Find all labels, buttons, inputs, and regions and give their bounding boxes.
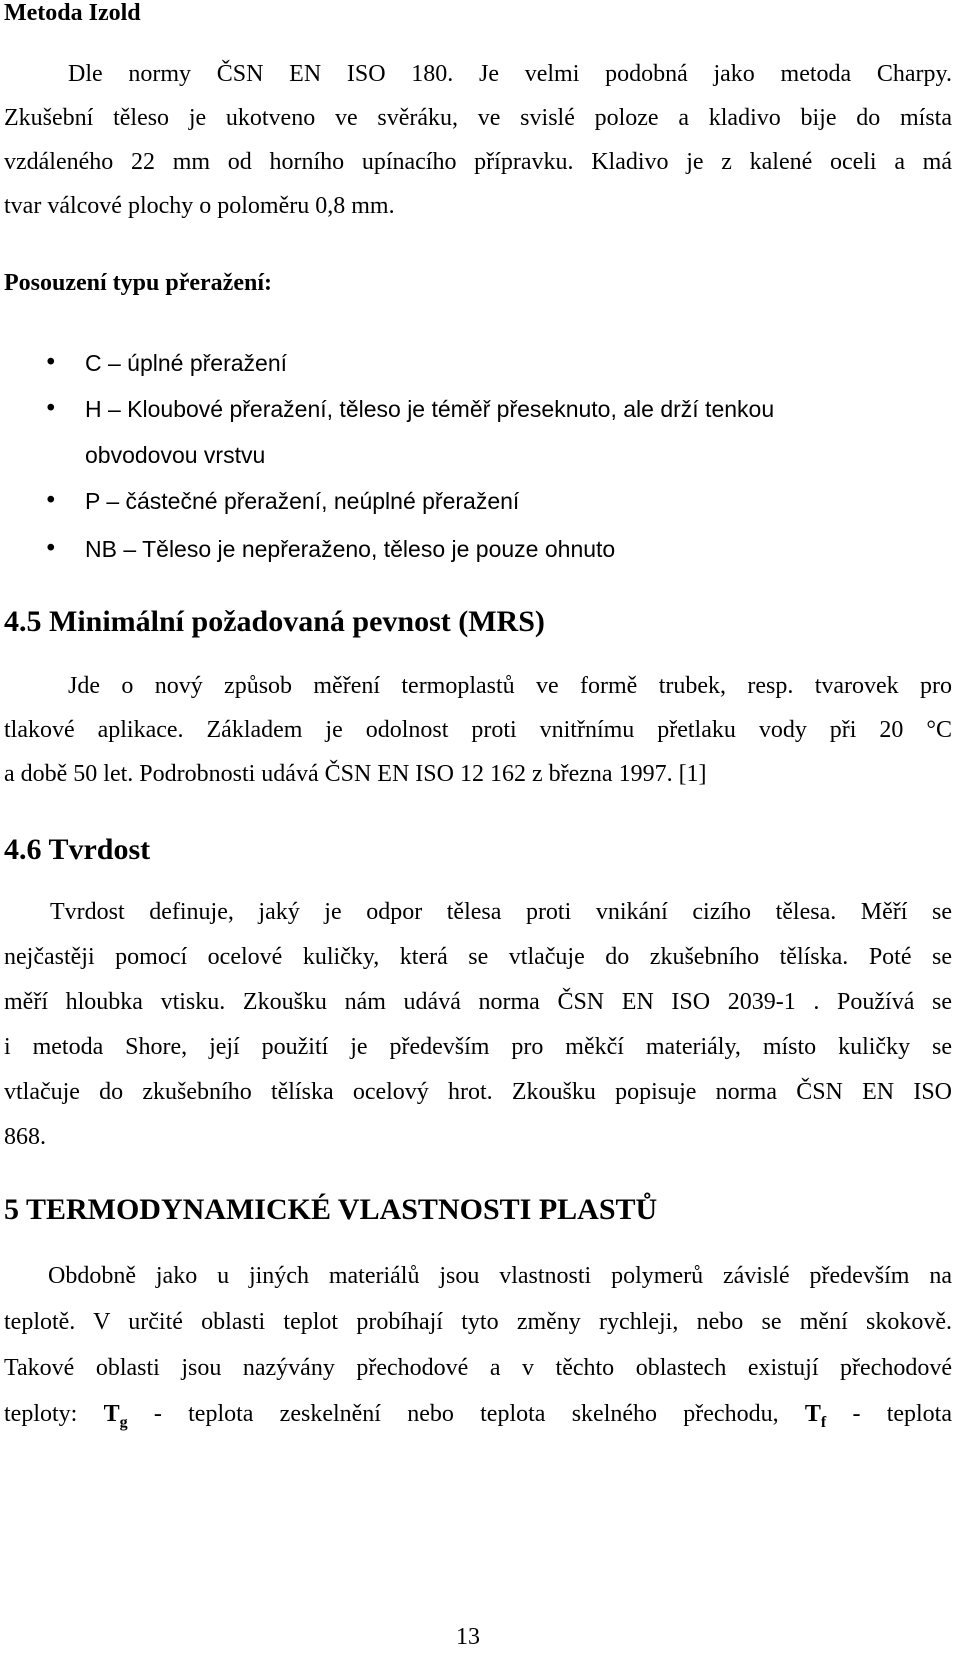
tvrdost-line-2: nejčastěji pomocí ocelové kuličky, která se vtlačuje do zkušebního tělíska. Poté se bbox=[4, 944, 952, 970]
bullet-text: NB – Těleso je nepřeraženo, těleso je pouze ohnuto bbox=[85, 536, 616, 562]
mrs-line-1: Jde o nový způsob měření termoplastů ve formě trubek, resp. tvarovek pro bbox=[68, 673, 952, 699]
bullet-icon: • bbox=[44, 536, 58, 562]
page-number: 13 bbox=[456, 1624, 480, 1650]
bullet-text: H – Kloubové přeražení, těleso je téměř přeseknuto, ale drží tenkou bbox=[85, 396, 775, 422]
tg-symbol: $T_g$ bbox=[103, 1401, 128, 1431]
izold-line-4: tvar válcové plochy o poloměru 0,8 mm. bbox=[4, 193, 395, 219]
termo-line-2: teplotě. V určité oblasti teplot probíhají tyto změny rychleji, nebo se mění skokově. bbox=[4, 1309, 952, 1335]
bullet-text: C – úplné přeražení bbox=[85, 350, 288, 376]
termo-line-3: Takové oblasti jsou nazývány přechodové a v těchto oblastech existují přechodové bbox=[4, 1355, 952, 1381]
section-heading-mrs: 4.5 Minimální požadovaná pevnost (MRS) bbox=[4, 605, 545, 638]
izold-paragraph bbox=[4, 52, 952, 228]
termo-line-1: Obdobně jako u jiných materiálů jsou vlastnosti polymerů závislé především na bbox=[48, 1263, 952, 1289]
mrs-line-2: tlakové aplikace. Základem je odolnost proti vnitřnímu přetlaku vody při 20 °C bbox=[4, 717, 952, 743]
termo-paragraph bbox=[4, 1253, 952, 1437]
chapter-heading-termo: 5 TERMODYNAMICKÉ VLASTNOSTI PLASTŮ bbox=[4, 1193, 658, 1226]
izold-line-1: Dle normy ČSN EN ISO 180. Je velmi podobná jako metoda Charpy. bbox=[68, 61, 952, 87]
izold-line-2: Zkušební těleso je ukotveno ve svěráku, ve svislé poloze a kladivo bije do místa bbox=[4, 105, 952, 131]
tvrdost-line-4: i metoda Shore, její použití je především pro měkčí materiály, místo kuličky se bbox=[4, 1034, 952, 1060]
posouzeni-heading: Posouzení typu přeražení: bbox=[4, 270, 272, 296]
mrs-line-3: a době 50 let. Podrobnosti udává ČSN EN ISO 12 162 z března 1997. [1] bbox=[4, 761, 707, 787]
bullet-text: obvodovou vrstvu bbox=[85, 442, 266, 468]
mrs-paragraph bbox=[4, 664, 952, 796]
bullet-icon: • bbox=[44, 488, 58, 514]
tf-symbol: $T_f$ bbox=[804, 1401, 827, 1431]
tvrdost-line-3: měří hloubka vtisku. Zkoušku nám udává norma ČSN EN ISO 2039-1 . Používá se bbox=[4, 989, 952, 1015]
tvrdost-paragraph bbox=[4, 890, 952, 1160]
bullet-icon: • bbox=[44, 350, 58, 376]
izold-line-3: vzdáleného 22 mm od horního upínacího přípravku. Kladivo je z kalené oceli a má bbox=[4, 149, 952, 175]
tvrdost-line-6: 868. bbox=[4, 1124, 46, 1150]
bullet-icon: • bbox=[44, 396, 58, 422]
tvrdost-line-1: Tvrdost definuje, jaký je odpor tělesa proti vnikání cizího tělesa. Měří se bbox=[50, 899, 952, 925]
izold-heading: Metoda Izold bbox=[4, 0, 141, 26]
tvrdost-line-5: vtlačuje do zkušebního tělíska ocelový hrot. Zkoušku popisuje norma ČSN EN ISO bbox=[4, 1079, 952, 1105]
termo-line-4: teploty: $T_g$ - teplota zeskelnění nebo teplota skelného přechodu, $T_f$ - teplota bbox=[4, 1401, 953, 1431]
bullet-text: P – částečné přeražení, neúplné přeražení bbox=[85, 488, 520, 514]
section-heading-tvrdost: 4.6 Tvrdost bbox=[4, 833, 151, 866]
